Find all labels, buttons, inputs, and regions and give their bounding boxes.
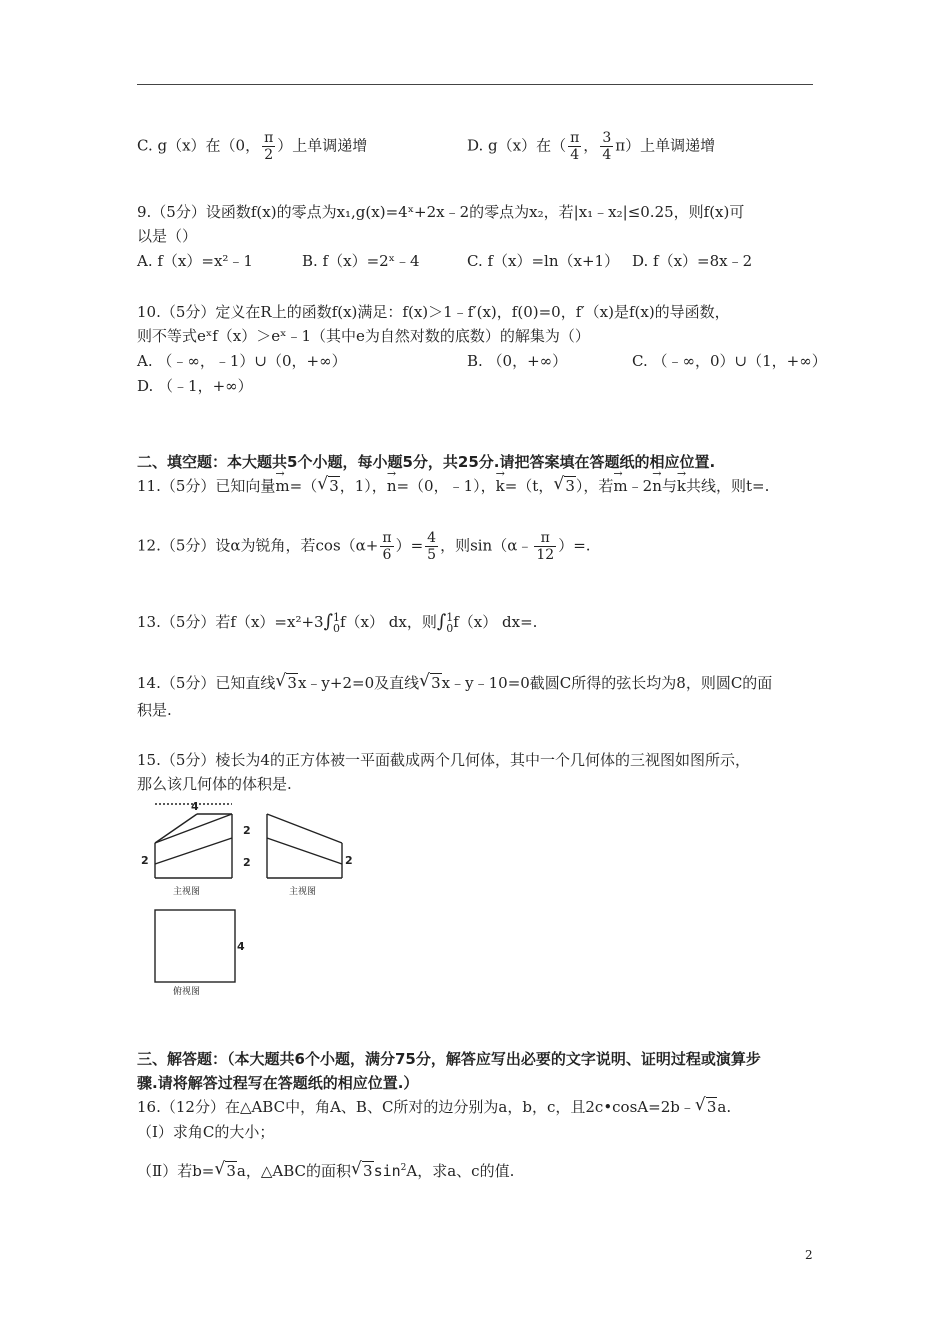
- dim-plan: 4: [237, 940, 245, 953]
- q10-stem-line1: 10.（5分）定义在R上的函数f(x)满足：f(x)＞1﹣f′(x)，f(0)=0，f′（x)是f(x)的导函数，: [137, 303, 730, 321]
- section2-title: 二、填空题：本大题共5个小题，每小题5分，共25分.请把答案填在答题纸的相应位置.: [137, 453, 716, 471]
- q15-line2: 那么该几何体的体积是.: [137, 775, 292, 793]
- q15-three-view-figure: [137, 798, 367, 998]
- q10-option-c: C. （﹣∞，0）∪（1，+∞）: [632, 352, 827, 370]
- label-plan-view: 俯视图: [173, 987, 201, 997]
- q12: 12.（5分）设α为锐角，若cos（α+ $\frac{\pi}{6}$ ）= $\frac{4}{5}$ ，则sin（α﹣ $\frac{\pi}{12}$ ）=.: [137, 530, 591, 563]
- q16-stem: 16.（12分）在△ABC中，角A、B、C所对的边分别为a，b，c，且2c•cosA=2b﹣√ 3a.: [137, 1097, 731, 1117]
- q9-option-a: A. f（x）=x²﹣1: [137, 252, 253, 270]
- q10-option-d: D. （﹣1，+∞）: [137, 377, 253, 395]
- q11: 11.（5分）已知向量→ m=（√ 3，1），→ n=（0，﹣1），→ k=（t，√ 3），若→ m﹣2→ n与→ k共线，则t=.: [137, 476, 769, 496]
- label-side-view: 主视图: [289, 887, 317, 897]
- q9-option-d: D. f（x）=8x﹣2: [632, 252, 753, 270]
- plan-view: [155, 910, 235, 982]
- label-front-view: 主视图: [173, 887, 201, 897]
- q14-line1: 14.（5分）已知直线√ 3x﹣y+2=0及直线√ 3x﹣y﹣10=0截圆C所得的弦长均为8，则圆C的面: [137, 673, 772, 693]
- q10-option-b: B. （0，+∞）: [467, 352, 568, 370]
- q9-option-b: B. f（x）=2ˣ﹣4: [302, 252, 420, 270]
- q16-part1: （I）求角C的大小；: [137, 1123, 275, 1141]
- q15-line1: 15.（5分）棱长为4的正方体被一平面截成两个几何体，其中一个几何体的三视图如图所示，: [137, 751, 750, 769]
- front-view: [155, 804, 232, 878]
- section3-title-line1: 三、解答题：（本大题共6个小题，满分75分，解答应写出必要的文字说明、证明过程或演算步: [137, 1050, 761, 1068]
- q8-option-c: C. g（x）在（0， $\frac{\pi}{2}$ ）上单调递增: [137, 130, 368, 163]
- q10-stem-line2: 则不等式eˣf（x）＞eˣ﹣1（其中e为自然对数的底数）的解集为（）: [137, 327, 590, 345]
- dim-right: 2: [345, 854, 353, 867]
- q8-option-d: D. g（x）在（ $\frac{\pi}{4}$ ， $\frac{3}{4}$ π）上单调递增: [467, 130, 716, 163]
- q10-option-a: A. （﹣∞，﹣1）∪（0，+∞）: [137, 352, 347, 370]
- side-view: [267, 814, 342, 878]
- page-number: 2: [805, 1248, 813, 1262]
- q16-part2: （Ⅱ）若b=√ 3a，△ABC的面积√ $3\sin^2A$，求a、c的值.: [137, 1158, 514, 1181]
- section3-title-line2: 骤.请将解答过程写在答题纸的相应位置.）: [137, 1074, 419, 1092]
- dim-mid-lower: 2: [243, 856, 251, 869]
- q9-stem-line2: 以是（）: [137, 227, 198, 245]
- q13: 13.（5分）若f（x）=x²+3∫ 1 0 f（x） dx，则∫ 1 0 f（x） dx=.: [137, 611, 538, 635]
- dim-top: 4: [191, 800, 199, 813]
- q9-stem-line1: 9.（5分）设函数f(x)的零点为x₁,g(x)=4ˣ+2x﹣2的零点为x₂，若|x₁﹣x₂|≤0.25，则f(x)可: [137, 203, 745, 221]
- dim-left: 2: [141, 854, 149, 867]
- dim-mid-upper: 2: [243, 824, 251, 837]
- q14-line2: 积是.: [137, 701, 172, 719]
- header-rule: [137, 84, 813, 85]
- q9-option-c: C. f（x）=ln（x+1）: [467, 252, 620, 270]
